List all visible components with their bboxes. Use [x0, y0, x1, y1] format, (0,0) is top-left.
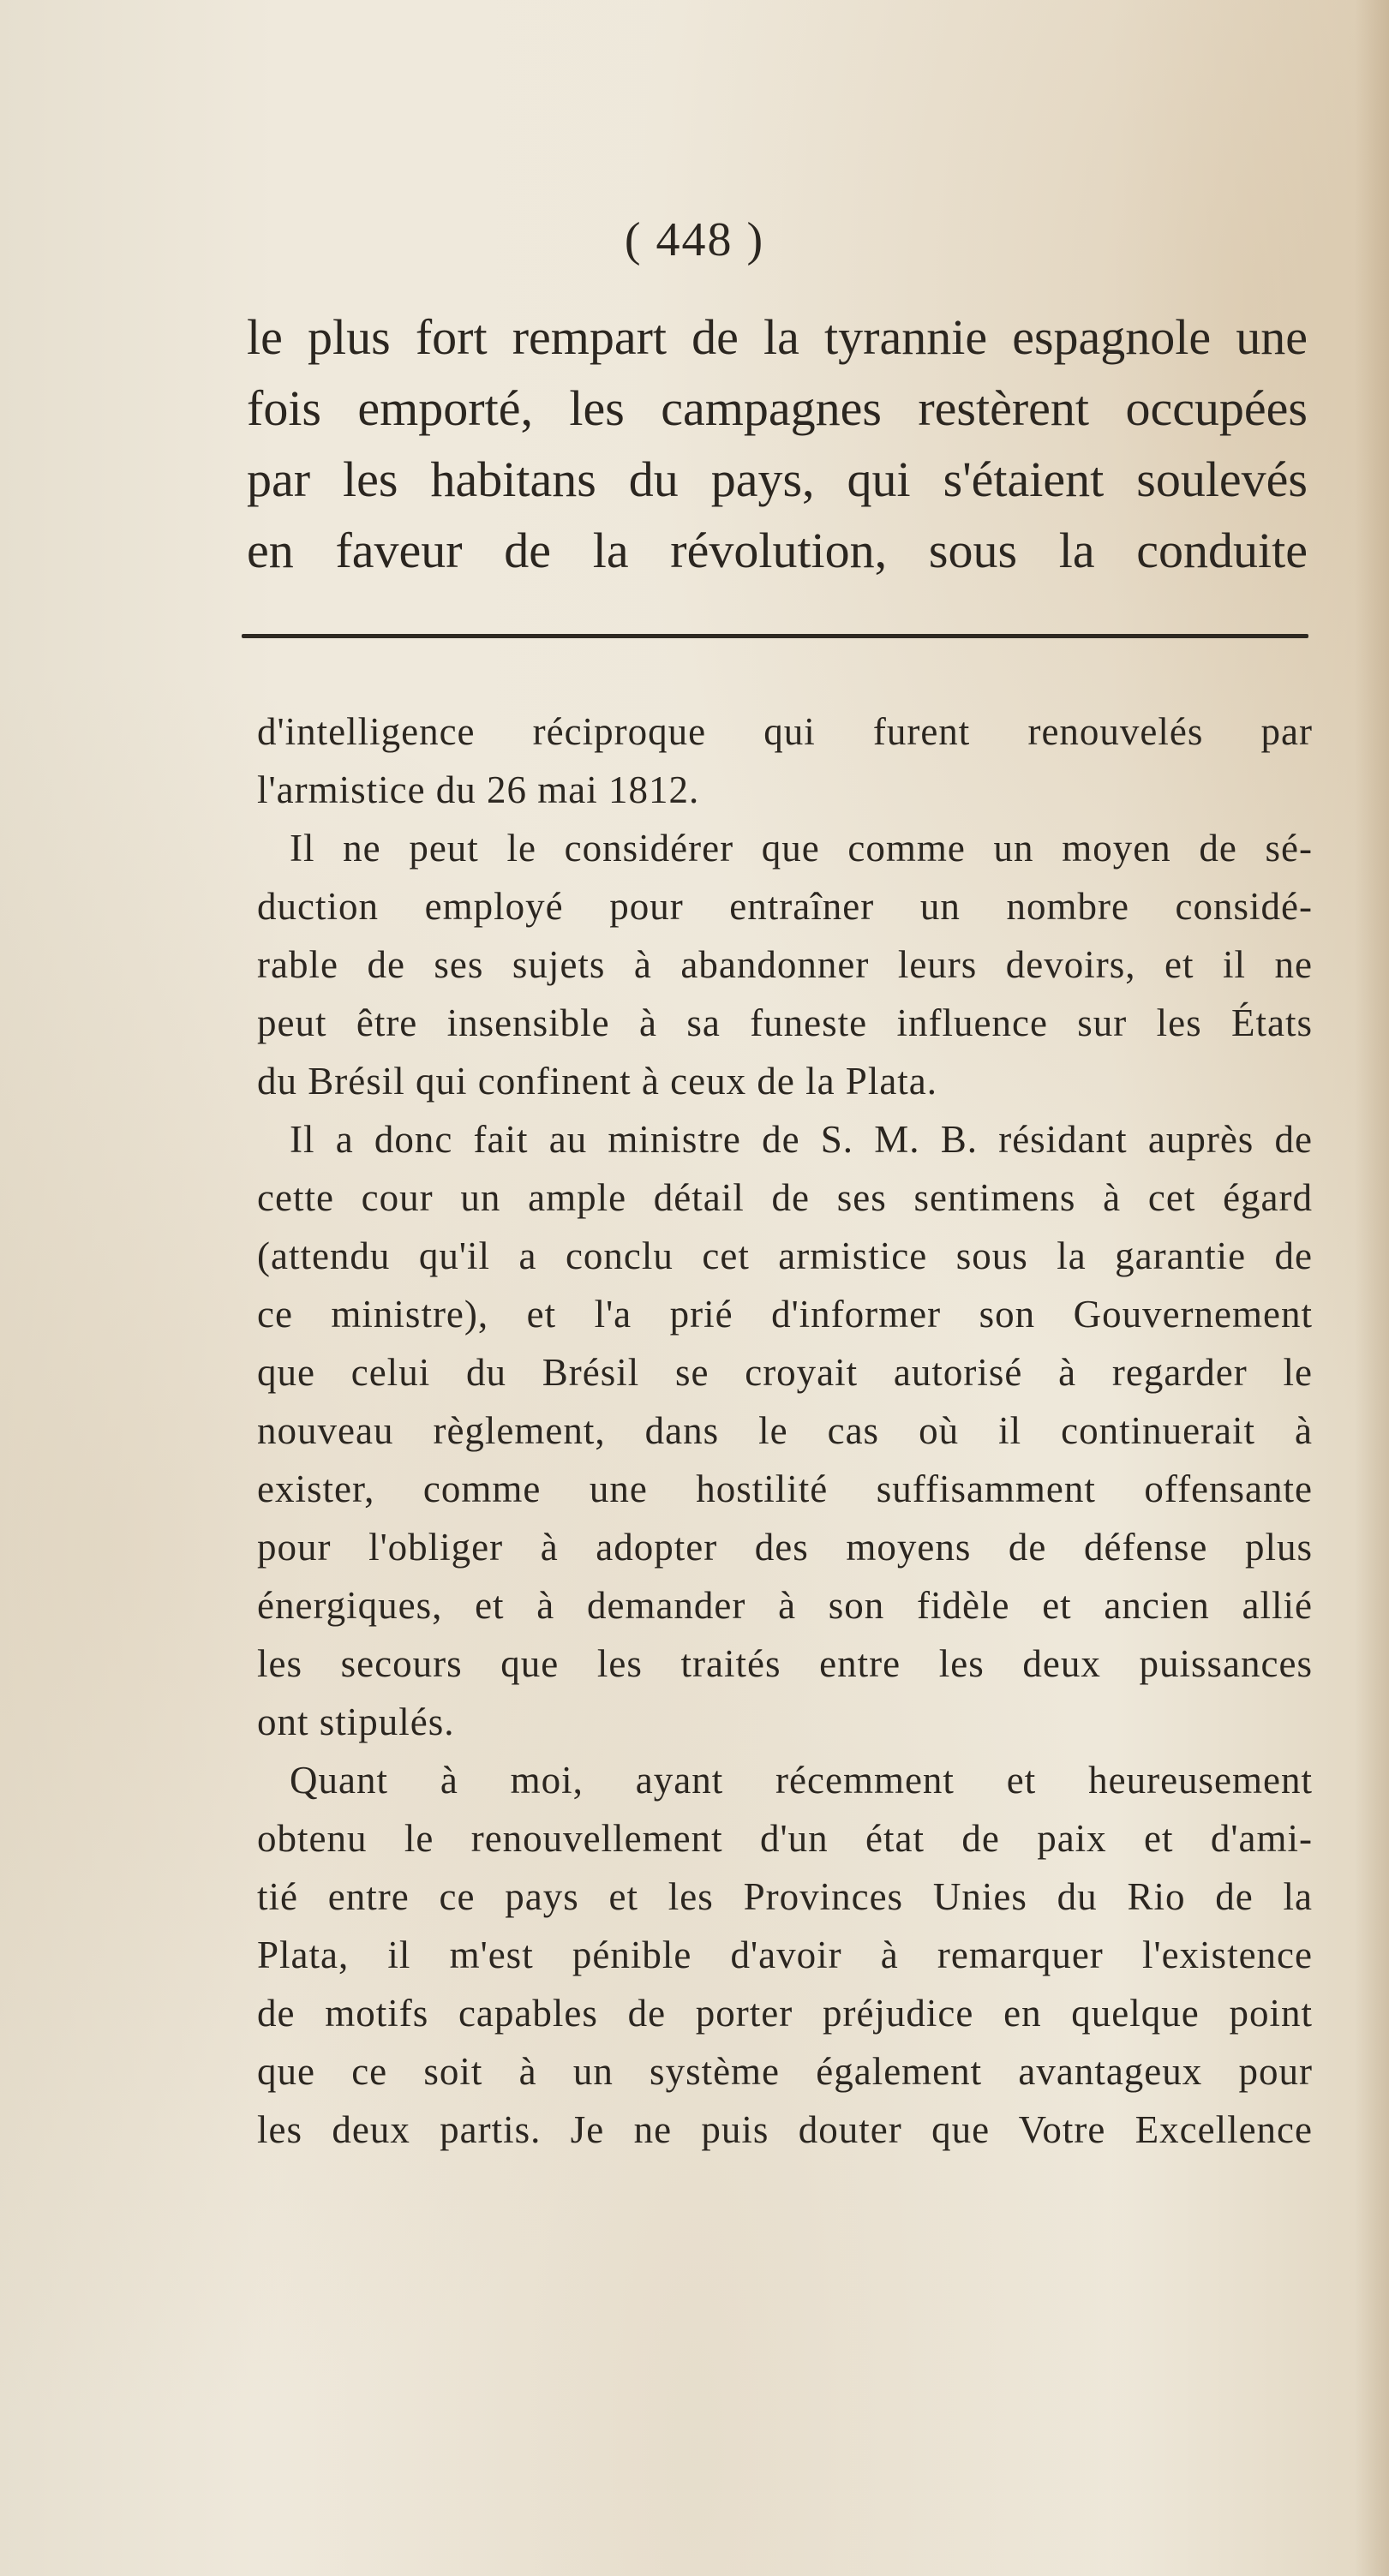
page-edge-shadow — [1355, 0, 1389, 2576]
text-line: cette cour un ample détail de ses sentimens à cet égard — [257, 1176, 1313, 1219]
text-line: en faveur de la révolution, sous la conduite — [247, 523, 1308, 578]
text-line: (attendu qu'il a conclu cet armistice sous la garantie de — [257, 1234, 1313, 1277]
text-line: ont stipulés. — [257, 1700, 455, 1743]
text-line: peut être insensible à sa funeste influence sur les États — [257, 1001, 1313, 1044]
text-line: les secours que les traités entre les deux puissances — [257, 1642, 1313, 1685]
text-line: l'armistice du 26 mai 1812. — [257, 768, 700, 811]
text-line: ce ministre), et l'a prié d'informer son Gouvernement — [257, 1293, 1313, 1336]
page-number: ( 448 ) — [624, 213, 765, 266]
text-line: énergiques, et à demander à son fidèle et ancien allié — [257, 1584, 1313, 1627]
section-divider — [242, 634, 1308, 638]
text-line: Plata, il m'est pénible d'avoir à remarquer l'existence — [257, 1933, 1313, 1976]
text-line: nouveau règlement, dans le cas où il continuerait à — [257, 1409, 1313, 1452]
secondary-text-block — [257, 702, 1313, 2159]
text-line: obtenu le renouvellement d'un état de paix et d'ami- — [257, 1817, 1313, 1860]
text-line: exister, comme une hostilité suffisamment offensante — [257, 1467, 1313, 1510]
text-line: d'intelligence réciproque qui furent renouvelés par — [257, 710, 1313, 753]
text-line: Quant à moi, ayant récemment et heureusement — [290, 1759, 1313, 1802]
text-line: fois emporté, les campagnes restèrent occupées — [247, 380, 1308, 436]
text-line: que ce soit à un système également avantageux pour — [257, 2050, 1313, 2093]
text-line: que celui du Brésil se croyait autorisé à regarder le — [257, 1351, 1313, 1394]
text-line: Il a donc fait au ministre de S. M. B. résidant auprès de — [290, 1118, 1313, 1161]
text-line: rable de ses sujets à abandonner leurs devoirs, et il ne — [257, 943, 1313, 986]
text-line: duction employé pour entraîner un nombre considé- — [257, 885, 1313, 928]
text-line: de motifs capables de porter préjudice en quelque point — [257, 1992, 1313, 2035]
text-line: le plus fort rempart de la tyrannie espagnole une — [247, 309, 1308, 365]
text-line: du Brésil qui confinent à ceux de la Plata. — [257, 1060, 938, 1103]
text-line: pour l'obliger à adopter des moyens de défense plus — [257, 1526, 1313, 1569]
text-line: Il ne peut le considérer que comme un moyen de sé- — [290, 827, 1313, 870]
main-paragraph — [247, 302, 1308, 586]
text-line: par les habitans du pays, qui s'étaient soulevés — [247, 451, 1308, 507]
text-line: tié entre ce pays et les Provinces Unies du Rio de la — [257, 1875, 1313, 1918]
text-line: les deux partis. Je ne puis douter que Votre Excellence — [257, 2108, 1313, 2151]
